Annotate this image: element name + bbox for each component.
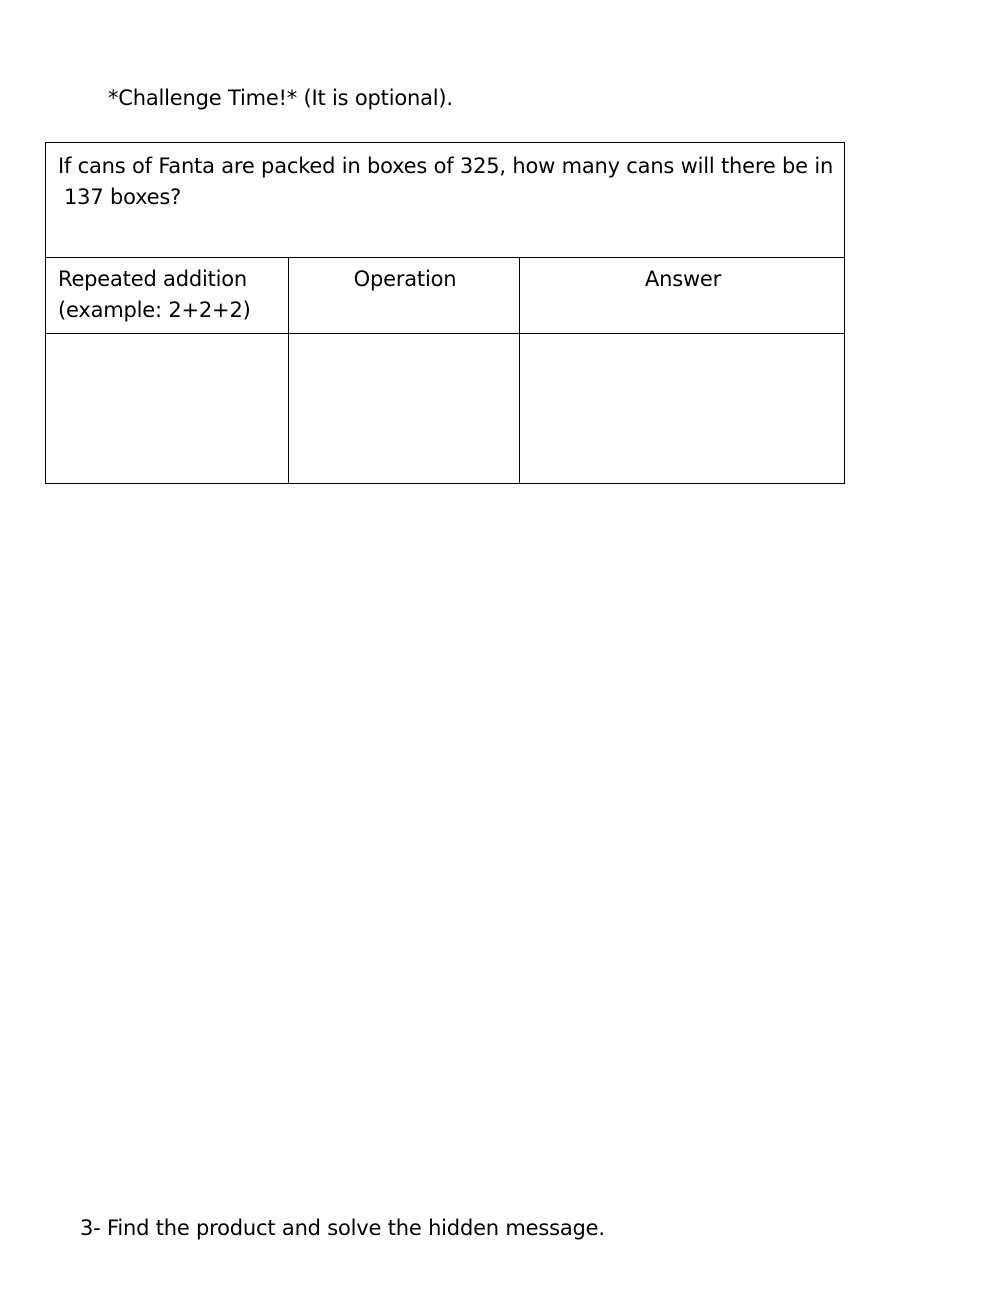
answer-answer-cell[interactable] (520, 334, 845, 484)
question-text: If cans of Fanta are packed in boxes of 325, how many cans will there be in 137 boxes? (58, 154, 834, 209)
question-row (46, 143, 845, 258)
question-cell (46, 143, 845, 258)
challenge-heading: *Challenge Time!* (It is optional). (108, 86, 453, 110)
repeated-addition-answer-cell[interactable] (46, 334, 289, 484)
challenge-table (45, 142, 845, 484)
operation-label: Operation (353, 267, 457, 291)
repeated-addition-label: Repeated addition (58, 267, 248, 291)
answer-row (46, 334, 845, 484)
repeated-addition-example: (example: 2+2+2) (58, 298, 251, 322)
footer-instruction: 3- Find the product and solve the hidden message. (80, 1216, 605, 1240)
header-row (46, 258, 845, 334)
repeated-addition-header (46, 258, 289, 334)
operation-answer-cell[interactable] (289, 334, 520, 484)
answer-label: Answer (644, 267, 722, 291)
operation-header (289, 258, 520, 334)
answer-header (520, 258, 845, 334)
